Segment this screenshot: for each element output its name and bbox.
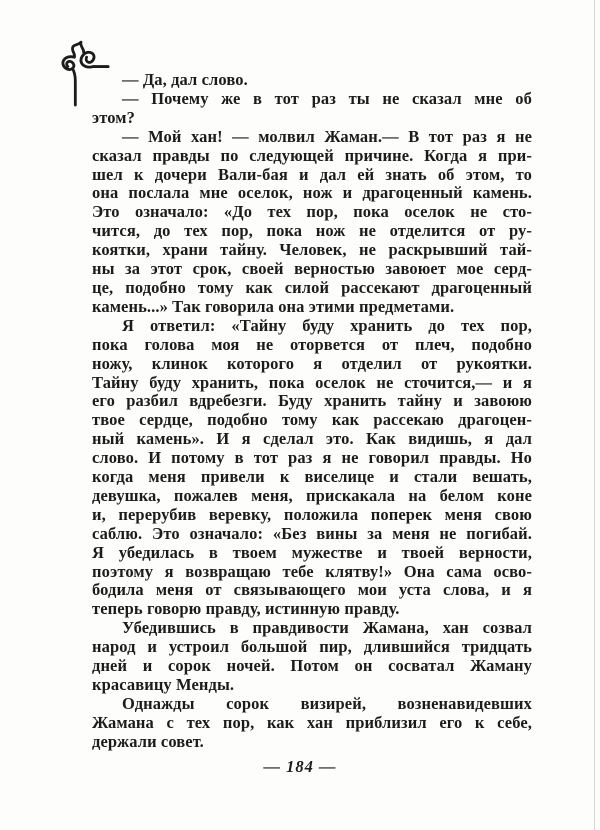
text-line: Я убедилась в твоем мужестве и твоей верности, — [92, 542, 532, 562]
text-line: когда меня привели к виселице и стали вешать, — [92, 467, 532, 487]
text-line: це, подобно тому как силой рассекают драгоценный — [92, 277, 532, 297]
text-line: поэтому я возвращаю тебе клятву!» Она сама осво- — [92, 561, 532, 581]
text-line: красавицу Менды. — [92, 675, 235, 694]
page-edge-line — [594, 0, 595, 830]
text-line: ны за этот срок, своей верностью завоюет мое серд- — [92, 259, 532, 279]
text-line: — Мой хан! — молвил Жаман.— В тот раз я не — [122, 126, 532, 146]
text-line: этом? — [92, 107, 135, 127]
text-line: Тайну буду хранить, пока оселок не сточится,— и я — [92, 372, 532, 392]
text-line: его разбил вдребезги. Буду хранить тайну и завоюю — [92, 391, 532, 411]
page-text — [92, 71, 532, 752]
text-line: Это означало: «До тех пор, пока оселок не сто- — [92, 202, 532, 222]
text-line: и, перерубив веревку, положила поперек меня свою — [92, 504, 532, 524]
text-line: дней и сорок ночей. Потом он сосватал Жаману — [92, 656, 532, 676]
text-line: она послала мне оселок, нож и драгоценный камень. — [92, 183, 532, 203]
text-line: саблю. Это означало: «Без вины за меня не погибай. — [92, 523, 532, 543]
text-line: коятки, храни тайну. Человек, не раскрывший тай- — [92, 240, 532, 260]
text-line: чится, до тех пор, пока нож не отделится от ру- — [92, 221, 532, 241]
text-line: ножу, клинок которого я отделил от рукоятки. — [92, 353, 532, 373]
text-line: пока голова моя не оторвется от плеч, подобно — [92, 334, 532, 354]
page-number: — 184 — — [263, 757, 337, 776]
text-line: Жамана с тех пор, как хан приблизил его к себе, — [92, 712, 532, 732]
text-line: бодила меня от связывающего мои уста слова, и я — [92, 580, 532, 600]
text-line: держали совет. — [92, 731, 204, 751]
text-line: Однажды сорок визирей, возненавидевших — [122, 693, 532, 713]
text-line: слово. И потому в тот раз я не говорил правды. Но — [92, 448, 532, 468]
text-line: ный камень». И я сделал это. Как видишь, я дал — [92, 429, 532, 449]
text-line: — Почему же в тот раз ты не сказал мне об — [122, 88, 532, 108]
text-line: Я ответил: «Тайну буду хранить до тех пор, — [122, 315, 532, 335]
text-line: шел к дочери Вали-бая и дал ей знать об этом, то — [92, 164, 532, 184]
text-line: — Да, дал слово. — [122, 70, 248, 89]
text-line: народ и устроил большой пир, длившийся тридцать — [92, 637, 532, 657]
text-line: сказал правды по следующей причине. Когда я при- — [92, 145, 532, 165]
text-line: камень...» Так говорила она этими предметами. — [92, 296, 455, 316]
text-line: девушка, пожалев меня, прискакала на белом коне — [92, 485, 532, 505]
text-line: теперь говорю правду, истинную правду. — [92, 599, 400, 619]
text-line: твое сердце, подобно тому как рассекаю драгоцен- — [92, 410, 532, 430]
text-line: Убедившись в правдивости Жамана, хан созвал — [122, 618, 532, 638]
